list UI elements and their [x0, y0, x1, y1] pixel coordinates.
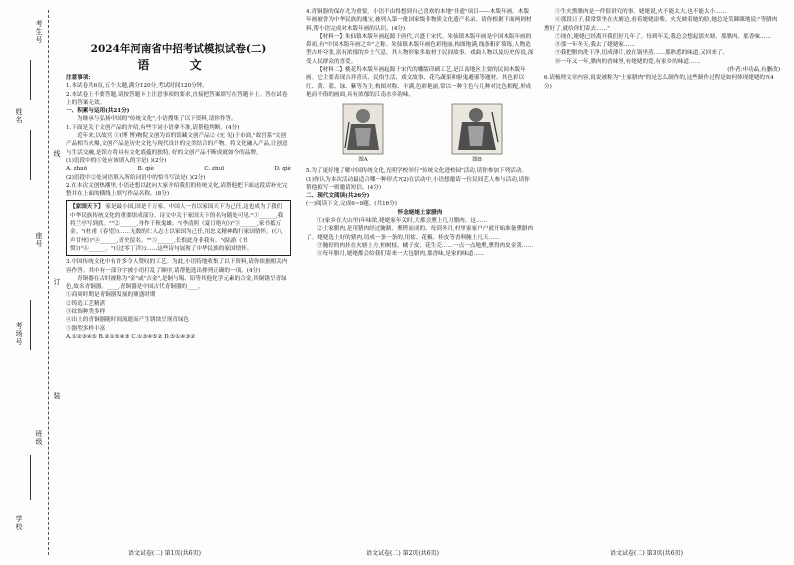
question-5: 5.为了更好地了解中国传统文化,光明学校举行"传统文化进校园"活动,请你参加下列活动。(1)你认为本次活动最适合哪一种形式?(2)在活动中,小语想邀请一位民间艺人参与活动,请你帮他拟写一则邀请短信。(4分)	[306, 168, 530, 191]
essay-source: (作者:申功晶,有删改)	[727, 67, 780, 74]
question-3: 3.中国传统文化中有许多令人赞叹的工艺。为此,小语特地收集了以下资料,请你依据相关内容作答。其中有一部分字被小语打乱了顺序,请帮他选出排列正确的一项。(4分)	[66, 259, 288, 274]
question-3-item: ④出土的青铜器随时间流逝而产生锈蚀呈现青绿色	[66, 317, 190, 324]
option-a: A. zhuō	[66, 166, 88, 173]
binding-label: 考场号	[15, 322, 23, 346]
binding-label: 考生号	[35, 20, 43, 44]
figure-b	[445, 102, 509, 164]
poetry-box-text: 家是最小国,国是千万家。中国人一直以家国天下为己任,这也成为了我们中华民族传统文化的重要组成部分。诗文中关于家国天下的名句随处可见:"①______,我将兰亭写到底。""②______,身作千秋鬼雄。"(李清照《夏日绝句》)"③______,家书抵万金。"(杜甫《春望》)……无数的仁人志士以家国为己任,用忠义精神践行家国情怀。(《八声甘州》)"④______,青史留名。""⑤______,长恨此身非我有。"(陆游《书愤》)"⑥______。"(《过零丁洋》)……这些诗句展现了中华民族的家国情怀。	[70, 204, 284, 252]
figure-a-caption: 图A	[358, 157, 368, 164]
essay-paragraph: ①(家乡在大山里)年味浓,姥姥家年关时,大都会熏上几刀腊肉。这……	[317, 218, 488, 225]
essay-paragraph: ⑩一年又一年,腊肉的香味里,有姥姥的爱,有家乡的味道……	[555, 58, 701, 65]
essay-paragraph: ⑤生火熏腊肉是一件很讲究的事。姥姥说,火不能太大,也不能太小……	[555, 9, 727, 15]
essay-paragraph: ⑥那段日子,我常常坐在火塘边,看着姥姥添柴。火光映着她的脸,她总是笑眯眯地说:"等腊肉熏好了,就给你们寄去……"	[544, 17, 778, 32]
question-1-passage: 近年来,以故宫 ①(博 博)物院文创为首的馆藏文创产品② (充 见)于市面,"故宫系"文创产品相当火爆,文创产品是历史文化与现代设计的完美结合的产物。将文化融入产品,让创意与生活交融,是馆方将具有文化底蕴的独特, 好的文创产品不断成就如今的品牌。	[66, 133, 288, 156]
binding-label: 装	[53, 392, 61, 400]
question-1a-options	[66, 165, 291, 173]
essay-paragraph: ⑦现在,姥姥已经离开我们好几年了。每到年关,我总会想起那火塘、那腊肉、那香味……	[555, 33, 772, 40]
question-1: 1.下面是关于文创产品的介绍,有些字词小语拿不准,请帮他判断。(4分)	[66, 124, 240, 131]
section-heading: 一、积累与运用(共21分)	[66, 108, 130, 115]
question-2: 2.在本次文创热潮里,小语还想以此向大家介绍我们的传统文化,请帮他把下面这段话补充完整并在上面的横线上填写作品名称。(8分)	[66, 182, 288, 198]
essay-paragraph: ⑨我把腊肉洗干净,切成薄片,放在锅里蒸……那熟悉的味道,又回来了。	[555, 50, 729, 57]
column-3	[544, 8, 780, 538]
binding-label: 线	[53, 150, 61, 158]
section-intro: 为继承与弘扬中国的"传统文化",小语搜集了以下资料,请你作答。	[77, 116, 237, 123]
essay-paragraph: ④每年腊月,姥姥都会给我们寄来一大包腊肉,那香味,是家的味道……	[317, 251, 485, 258]
page-footer-2: 语文试卷(二) 第2页(共6页)	[366, 550, 439, 557]
binding-label: 订	[53, 278, 61, 286]
column-1	[66, 8, 291, 538]
column-2	[306, 8, 534, 538]
notice-item: 2.本试卷上不要答题,请按答题卡上注意事项的要求,直接把答案填写在答题卡上。答在试卷上的答案无效。	[66, 91, 288, 106]
exam-room-field[interactable]	[30, 300, 31, 350]
question-6: 6.请梳理文章内容,说说被称为"土家腊肉"的是怎么制作的,这些制作过程是如何体现姥姥的?(4分)	[544, 75, 774, 90]
binding-margin	[0, 0, 61, 565]
question-1a: (1)语段中的①处应该填入的字是( )(2分)	[66, 157, 167, 164]
class-field[interactable]	[30, 455, 31, 500]
poetry-box-title: 【家国天下】	[70, 204, 104, 211]
material-2: 【材料二】桃花坞木版年画起源于宋代的雕版印刷工艺,是江南地区主要的民间木版年画。它主要表现吉祥喜庆、民俗生活、戏文故事、花鸟蔬果和驱鬼避邪等题材。其色彩以红、黄、蓝、绿、紫等为主,构图对称、丰满,色彩艳丽,常以一种主色与几种对比色相配,形成艳而不俗的画面,具有浓郁的江南水乡韵味。	[306, 67, 532, 98]
question-3-item: ③纹饰种类多样	[66, 309, 106, 316]
essay-paragraph: ⑧那一年冬天,我去了姥姥家……	[555, 42, 636, 49]
question-3-text: 青铜器在古时被称为"金"或"吉金",是铜与锡、铅等其他化学元素的合金,其铜锈呈青绿色,故名青铜器。____,青铜器是中国古代青铜器的____。	[66, 275, 287, 291]
notice-heading: 注意事项:	[66, 75, 91, 81]
poetry-box	[66, 200, 291, 256]
figure-b-caption: 图B	[472, 157, 482, 164]
question-3-item: ①商周时期是青铜器发展的鼎盛时期	[66, 292, 156, 299]
question-4: 4.青铜器的保存尤为重要。小语不由得想到自己喜欢的本地"非遗"项目——木版年画。木版年画被誉为中华民族的瑰宝,被列入第一批国家级非物质文化遗产名录。请你根据下面两则材料,帮小语完成对木版年画的认识。(4分)	[306, 9, 532, 32]
binding-label: 座号	[35, 232, 43, 248]
door-god-b-image	[450, 102, 504, 156]
figure-a	[331, 102, 395, 164]
question-1b: (2)语段中②处词语填入所给词语中的恰当写法是( )(2分)	[66, 174, 206, 181]
binding-dashed-line	[48, 10, 49, 555]
door-god-a-image	[341, 102, 385, 156]
binding-label: 班级	[35, 430, 43, 446]
notice-item: 1.本试卷共6页,五个大题,满分120分,考试时间120分钟。	[66, 83, 208, 90]
material-1: 【材料一】朱仙镇木版年画起源于唐代,兴盛于宋代。朱仙镇木版年画是中国木版年画的鼻祖,有"中国木版年画之乡"之称。朱仙镇木版年画色彩艳丽,构图饱满,线条粗犷简练,人物造型古朴夸张,富有浓郁的乡土气息。其人物形象多取材于民间故事、戏曲人物以及历史传说,深受人民群众的喜爱。	[306, 33, 534, 65]
page-footer-3: 语文试卷(二) 第3页(共6页)	[610, 550, 683, 557]
option-c: C. zhuī	[204, 166, 224, 173]
question-3-item: ②铸造工艺精湛	[66, 300, 106, 307]
essay-paragraph: ②土家腊肉,是用猪肉经过腌制、熏烤而成的。每到冬月,村里家家户户就开始准备熏腊肉了。姥姥选上好的猪肉,切成一条一条的,用盐、花椒、桂皮等香料腌上几天……	[306, 226, 534, 241]
reading-instruction: (一)阅读下文,完成6~9题。(共16分)	[306, 201, 397, 208]
exam-title: 2024年河南省中招考试模拟试卷(二)	[90, 43, 267, 55]
subject-title: 语 文	[137, 58, 220, 72]
name-field[interactable]	[30, 130, 31, 180]
page-footer-1: 语文试卷(二) 第1页(共6页)	[128, 550, 201, 557]
figures	[306, 102, 534, 164]
section-heading: 二、现代文阅读(共26分)	[306, 193, 370, 200]
question-3-options: A.①②③④⑤ B.②①⑤④③ C.①③④⑤② D.⑤①④③②	[66, 333, 196, 340]
binding-label: 学校	[15, 515, 23, 531]
binding-label: 姓名	[15, 108, 23, 124]
option-d: D. qiè	[274, 166, 291, 173]
option-b: B. qiè	[137, 166, 154, 173]
essay-title: 怀念姥姥土家腊肉	[397, 209, 443, 216]
candidate-number-field[interactable]	[30, 60, 31, 100]
question-3-item: ⑤器型多样丰富	[66, 325, 106, 332]
essay-paragraph: ③腌好的肉挂在火塘上方,柏树枝、橘子皮、花生壳……一点一点地熏,熏得肉皮金黄……	[317, 242, 534, 249]
